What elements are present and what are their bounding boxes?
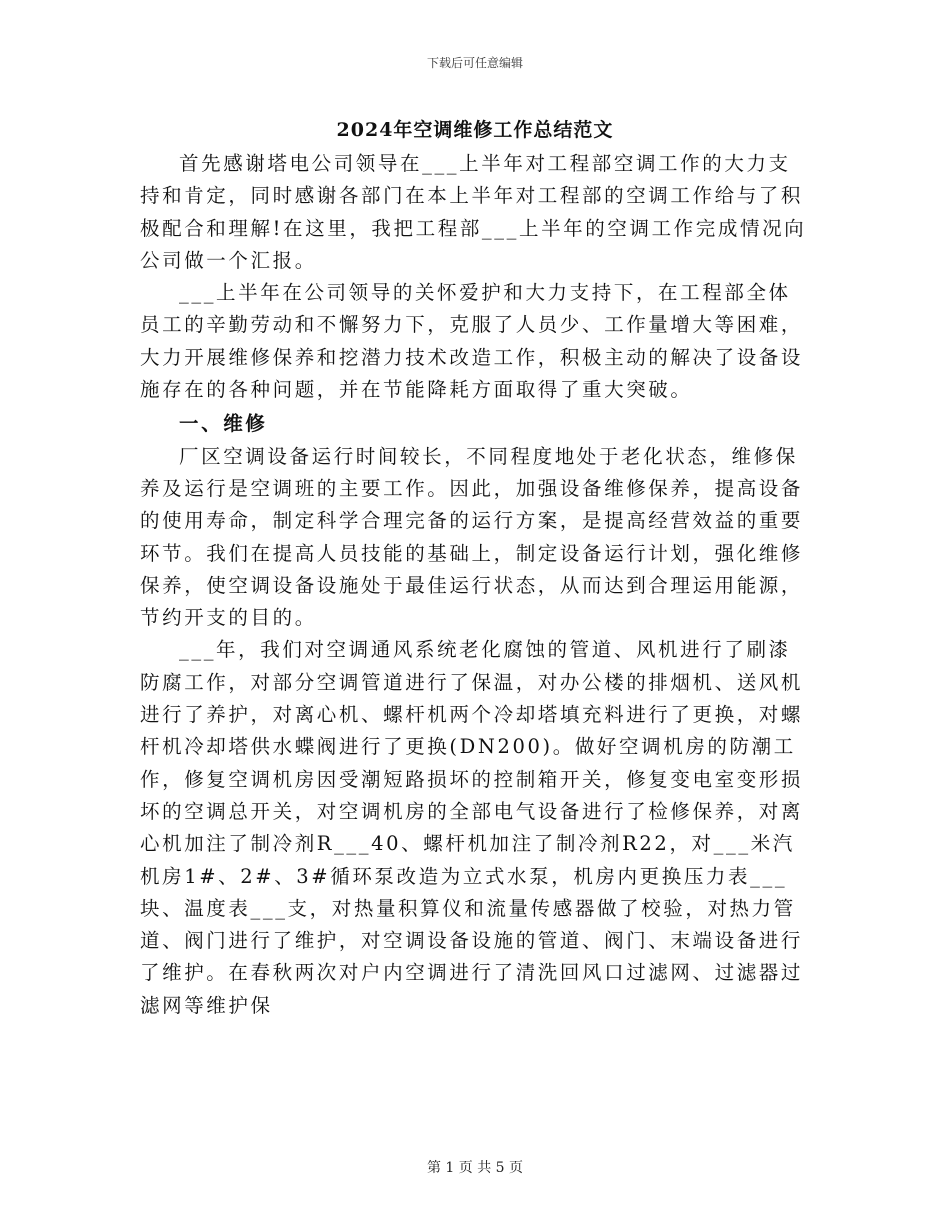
page-number: 第 1 页 共 5 页 — [426, 1160, 524, 1176]
repair-paragraph-2: ___年，我们对空调通风系统老化腐蚀的管道、风机进行了刷漆防腐工作，对部分空调管道进行了保温，对办公楼的排烟机、送风机进行了养护，对离心机、螺杆机两个冷却塔填充料进行了更换，对螺杆机冷却塔供水蝶阀进行了更换(DN200)。做好空调机房的防潮工作，修复空调机房因受潮短路损坏的控制箱开关，修复变电室变形损坏的空调总开关，对空调机房的全部电气设备进行了检修保养，对离心机加注了制冷剂R___40、螺杆机加注了制冷剂R22，对___米汽机房1#、2#、3#循环泵改造为立式水泵，机房内更换压力表___块、温度表___支，对热量积算仪和流量传感器做了校验，对热力管道、阀门进行了维护，对空调设备设施的管道、阀门、末端设备进行了维护。在春秋两次对户内空调进行了清洗回风口过滤网、过滤器过滤网等维护保 — [140, 638, 804, 1017]
header-note: 下载后可任意编辑 — [426, 56, 523, 70]
intro-paragraph-1: 首先感谢塔电公司领导在___上半年对工程部空调工作的大力支持和肯定，同时感谢各部门在本上半年对工程部的空调工作给与了积极配合和理解!在这里，我把工程部___上半年的空调工作完成情况向公司做一个汇报。 — [140, 152, 807, 272]
document-title: 2024年空调维修工作总结范文 — [336, 119, 614, 141]
repair-paragraph-1: 厂区空调设备运行时间较长，不同程度地处于老化状态，维修保养及运行是空调班的主要工作。因此，加强设备维修保养，提高设备的使用寿命，制定科学合理完备的运行方案，是提高经营效益的重要环节。我们在提高人员技能的基础上，制定设备运行计划，强化维修保养，使空调设备设施处于最佳运行状态，从而达到合理运用能源，节约开支的目的。 — [140, 444, 804, 630]
document-body — [140, 148, 808, 1022]
section-heading-repair: 一、维修 — [179, 412, 268, 436]
intro-paragraph-2: ___上半年在公司领导的关怀爱护和大力支持下，在工程部全体员工的辛勤劳动和不懈努力下，克服了人员少、工作量增大等困难，大力开展维修保养和挖潜力技术改造工作，积极主动的解决了设备设施存在的各种问题，并在节能降耗方面取得了重大突破。 — [140, 281, 804, 402]
